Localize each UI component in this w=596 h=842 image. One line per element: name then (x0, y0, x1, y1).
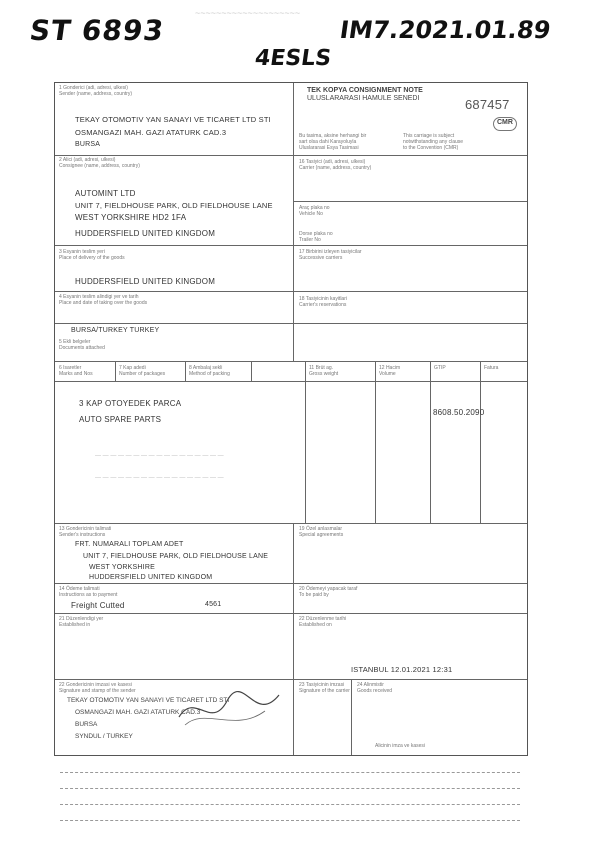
signature-name1: TEKAY OTOMOTIV YAN SANAYI VE TICARET LTD STI (67, 697, 230, 704)
handwritten-ref-left: ST 6893 (27, 14, 167, 47)
section17-line4: HUDDERSFIELD UNITED KINGDOM (89, 574, 213, 581)
consignee-address1: UNIT 7, FIELDHOUSE PARK, OLD FIELDHOUSE LANE (75, 201, 273, 210)
freight-label: Freight Cutted (71, 601, 125, 610)
sender-address: OSMANGAZI MAH. GAZI ATATURK CAD.3 (75, 128, 227, 137)
goods-hs-code: 8608.50.2090 (433, 408, 485, 417)
consignee-city: HUDDERSFIELD UNITED KINGDOM (75, 229, 216, 238)
handwritten-ref-middle: 4ESLS (253, 46, 333, 71)
cmr-badge (493, 117, 517, 131)
sender-city: BURSA (75, 141, 101, 148)
consignee-address2: WEST YORKSHIRE HD2 1FA (75, 213, 187, 222)
goods-description-2: AUTO SPARE PARTS (79, 415, 162, 424)
signature-place-date: ISTANBUL 12.01.2021 12:31 (351, 665, 453, 674)
delivery-place: HUDDERSFIELD UNITED KINGDOM (75, 277, 216, 286)
cmr-badge-label: CMR (497, 119, 513, 126)
freight-value: 4561 (205, 601, 222, 608)
section17-line3: WEST YORKSHIRE (89, 564, 155, 571)
handwritten-ref-right: IM7.2021.01.89 (338, 16, 553, 44)
form-title-line2: ULUSLARARASI HAMULE SENEDI (307, 95, 420, 102)
serial-number: 687457 (465, 97, 510, 112)
consignee-name: AUTOMINT LTD (75, 189, 136, 198)
section17-line1: FRT. NUMARALI TOPLAM ADET (75, 541, 184, 548)
taking-over-place: BURSA/TURKEY TURKEY (71, 327, 160, 334)
goods-description-1: 3 KAP OTOYEDEK PARCA (79, 399, 182, 408)
signature-name3: BURSA (75, 721, 98, 728)
faint-stamp-top: ~~~~~~~~~~~~~~~~~~~~ (195, 8, 301, 18)
sender-signature (175, 687, 285, 733)
sender-name: TEKAY OTOMOTIV YAN SANAYI VE TICARET LTD STI (75, 115, 271, 124)
signature-name2: OSMANGAZI MAH. GAZI ATATURK CAD.3 (75, 709, 201, 716)
cmr-form: TEK KOPYA CONSIGNMENT NOTE ULUSLARARASI HAMULE SENEDI 687457 CMR Bu tasima, aksine herhangi bir sart olsa dahi Karayoluyla Uluslararasi Esya Tasimasi This carriage is subject notwithstanding any clause to the Convention (CMR) 1 Gonderici (adi, adresi, ulkesi) Sender (name, address, country) TEKAY OTOMOTIV YAN SANAYI VE TICARET LTD STI OSMANGAZI MAH. GAZI ATATURK CAD.3 BURSA 2 Alici (adi, adresi, ulkesi) Consignee (name, address, country) AUTOMINT LTD UNIT 7, FIELDHOUSE PARK, OLD FIELDHOUSE LANE WEST YORKSHIRE HD2 1FA HUDDERSFIELD UNITED KINGDOM 16 Tasiyici (adi, adresi, ulkesi) Carrier (name, address, country) Araç plaka no Vehicle No Dorse plaka no Trailer No 3 Esyanin teslim yeri Place of delivery of the goods HUDDERSFIELD UNITED KINGDOM 17 Birbirini izleyen tasiyicilar Successive carriers 4 Esyanin teslim alindigi yer ve tarih Place and date of taking over the goods 18 Tasiyicinin kayitlari Carrier's reservations BURSA/TURKEY TURKEY 5 Ekli belgeler Documents attached 6 Isaretler Marks and Nos 7 Kap adedi Number of packages 8 Ambalaj sekli Method of packing 11 Brüt ag. Gross weight 12 Hacim Volume GTIP Fatura 3 KAP OTOYEDEK PARCA AUTO SPARE PARTS 8608.50.2090 — — — — — — — — — — — — — — — — — — — — — — — — — — — — — — — — — — 13 Gondericinin talimati Sender's instructions 19 Özel anlasmalar Special agreements FRT. NUMARALI TOPLAM ADET UNIT 7, FIELDHOUSE PARK, OLD FIELDHOUSE LANE WEST YORKSHIRE HUDDERSFIELD UNITED KINGDOM 14 Ödeme talimati Instructions as to payment Freight Cutted 4561 20 Ödemeyi yapacak taraf To be paid by 21 Düzenlendigi yer Established in 22 Düzenlenme tarihi Established on ISTANBUL 12.01.2021 12:31 22 Gondericinin imzasi ve kasesi Signature and stamp of the sender TEKAY OTOMOTIV YAN SANAYI VE TICARET LTD STI OSMANGAZI MAH. GAZI ATATURK CAD.3 BURSA SYNDUL / TURKEY 23 Tasiyicinin imzasi Signature of the carrier 24 Alinmistir Goods received Alicinin imza ve kasesi (54, 82, 528, 756)
signature-name4: SYNDUL / TURKEY (75, 733, 133, 740)
section17-line2: UNIT 7, FIELDHOUSE PARK, OLD FIELDHOUSE LANE (83, 553, 269, 560)
form-title-line1: TEK KOPYA CONSIGNMENT NOTE (307, 87, 423, 94)
